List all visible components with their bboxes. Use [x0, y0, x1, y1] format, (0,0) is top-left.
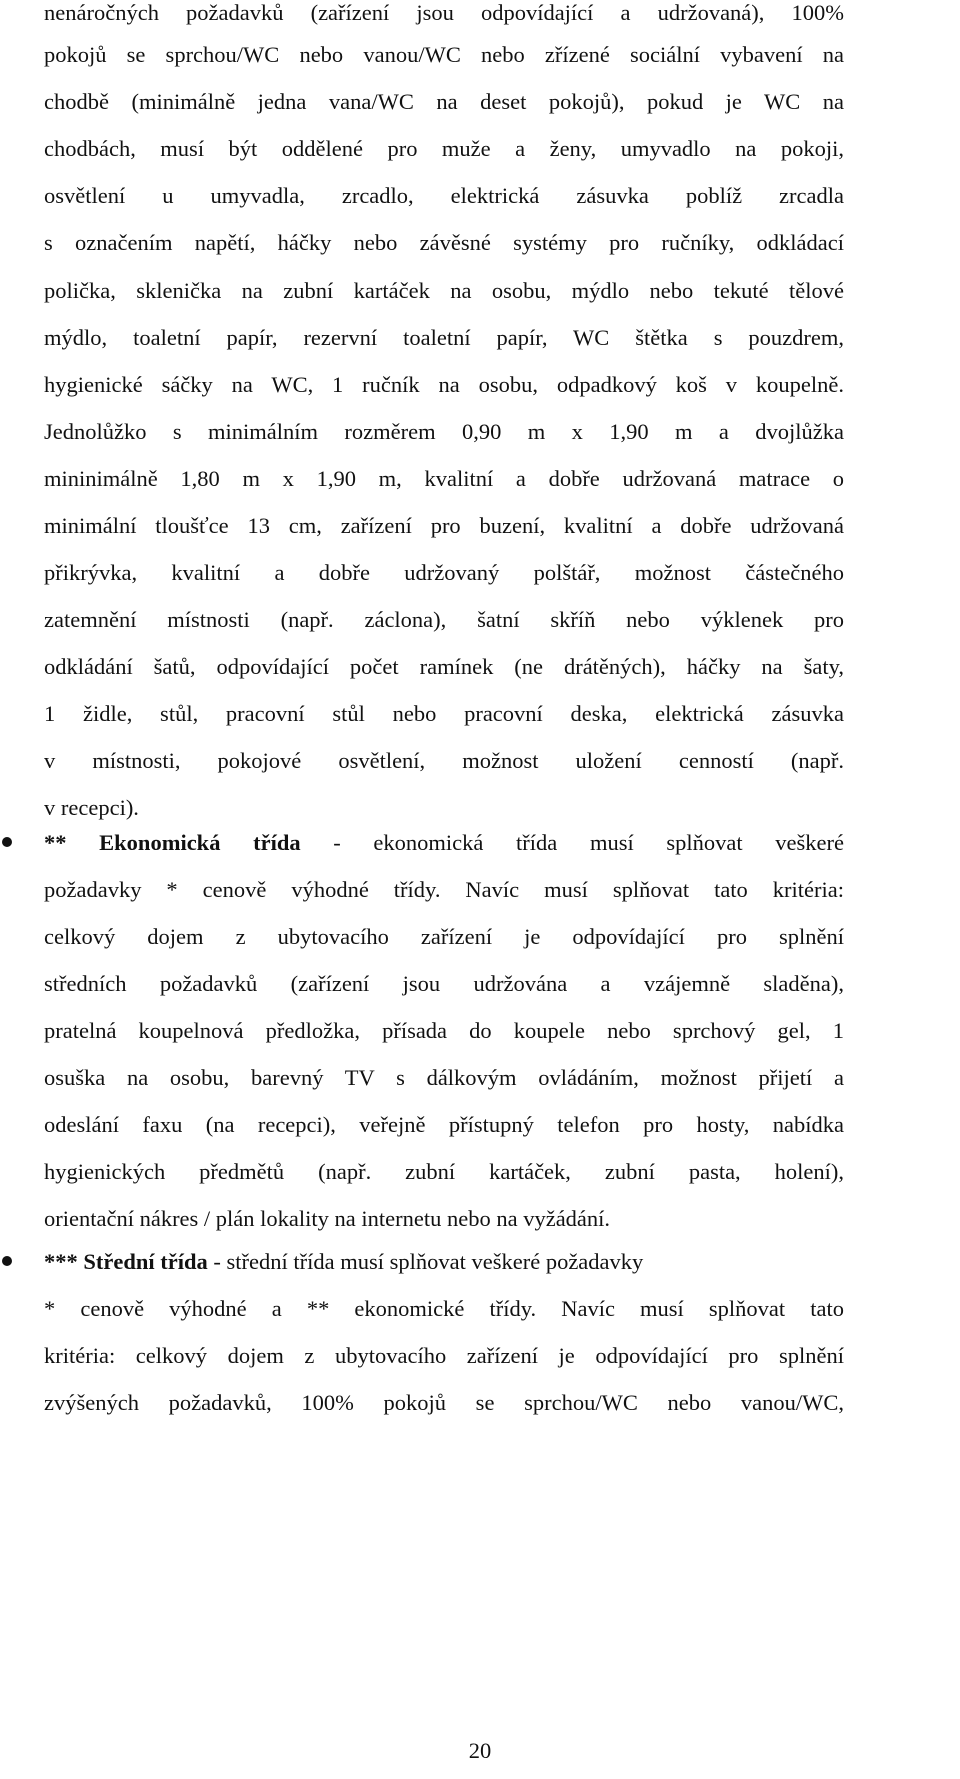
text-segment: - střední třída musí splňovat veškeré požadavky	[207, 1249, 644, 1274]
text-line: přikrývka, kvalitní a dobře udržovaný polštář, možnost částečného	[44, 560, 844, 585]
text-line: orientační nákres / plán lokality na internetu nebo na vyžádání.	[44, 1206, 611, 1231]
text-line: zvýšených požadavků, 100% pokojů se sprchou/WC nebo vanou/WC,	[44, 1390, 844, 1415]
text-line: v recepci).	[44, 795, 139, 820]
bullet-icon	[2, 1256, 12, 1266]
text-line: požadavky * cenově výhodné třídy. Navíc musí splňovat tato kritéria:	[44, 877, 844, 902]
text-line: celkový dojem z ubytovacího zařízení je odpovídající pro splnění	[44, 924, 844, 949]
text-line: * cenově výhodné a ** ekonomické třídy. Navíc musí splňovat tato	[44, 1296, 844, 1321]
text-line: odeslání faxu (na recepci), veřejně přístupný telefon pro hosty, nabídka	[44, 1112, 844, 1137]
text-line: chodbách, musí být oddělené pro muže a ženy, umyvadlo na pokoji,	[44, 136, 844, 161]
text-line: pokojů se sprchou/WC nebo vanou/WC nebo zřízené sociální vybavení na	[44, 42, 844, 67]
text-line: zatemnění místnosti (např. záclona), šatní skříň nebo výklenek pro	[44, 607, 844, 632]
text-line: osvětlení u umyvadla, zrcadlo, elektrická zásuvka poblíž zrcadla	[44, 183, 844, 208]
text-line: s označením napětí, háčky nebo závěsné systémy pro ručníky, odkládací	[44, 230, 844, 255]
text-line: Jednolůžko s minimálním rozměrem 0,90 m x 1,90 m a dvojlůžka	[44, 419, 844, 444]
list-item-first-line	[44, 828, 844, 858]
text-line: minimální tloušťce 13 cm, zařízení pro buzení, kvalitní a dobře udržovaná	[44, 513, 844, 538]
text-line: polička, sklenička na zubní kartáček na osobu, mýdlo nebo tekuté tělové	[44, 278, 844, 303]
text-line: mininimálně 1,80 m x 1,90 m, kvalitní a dobře udržovaná matrace o	[44, 466, 844, 491]
text-line: hygienických předmětů (např. zubní kartáček, zubní pasta, holení),	[44, 1159, 844, 1184]
text-line: mýdlo, toaletní papír, rezervní toaletní papír, WC štětka s pouzdrem,	[44, 325, 844, 350]
bullet-icon	[2, 837, 12, 847]
text-line: nenáročných požadavků (zařízení jsou odpovídající a udržovaná), 100%	[44, 0, 844, 25]
text-line: 1 židle, stůl, pracovní stůl nebo pracovní deska, elektrická zásuvka	[44, 701, 844, 726]
text-line: středních požadavků (zařízení jsou udržována a vzájemně sladěna),	[44, 971, 844, 996]
text-segment: - ekonomická třída musí splňovat veškeré	[300, 830, 844, 855]
class-heading: ** Ekonomická třída	[44, 830, 301, 855]
text-line: osuška na osobu, barevný TV s dálkovým ovládáním, možnost přijetí a	[44, 1065, 844, 1090]
text-line: odkládání šatů, odpovídající počet ramínek (ne drátěných), háčky na šaty,	[44, 654, 844, 679]
text-line: hygienické sáčky na WC, 1 ručník na osobu, odpadkový koš v koupelně.	[44, 372, 844, 397]
class-heading: *** Střední třída	[44, 1249, 208, 1274]
list-item-first-line	[44, 1247, 844, 1277]
page-number: 20	[468, 1738, 492, 1763]
text-line: v místnosti, pokojové osvětlení, možnost uložení cenností (např.	[44, 748, 844, 773]
text-line: pratelná koupelnová předložka, přísada do koupele nebo sprchový gel, 1	[44, 1018, 844, 1043]
text-line: chodbě (minimálně jedna vana/WC na deset pokojů), pokud je WC na	[44, 89, 844, 114]
text-line: kritéria: celkový dojem z ubytovacího zařízení je odpovídající pro splnění	[44, 1343, 844, 1368]
